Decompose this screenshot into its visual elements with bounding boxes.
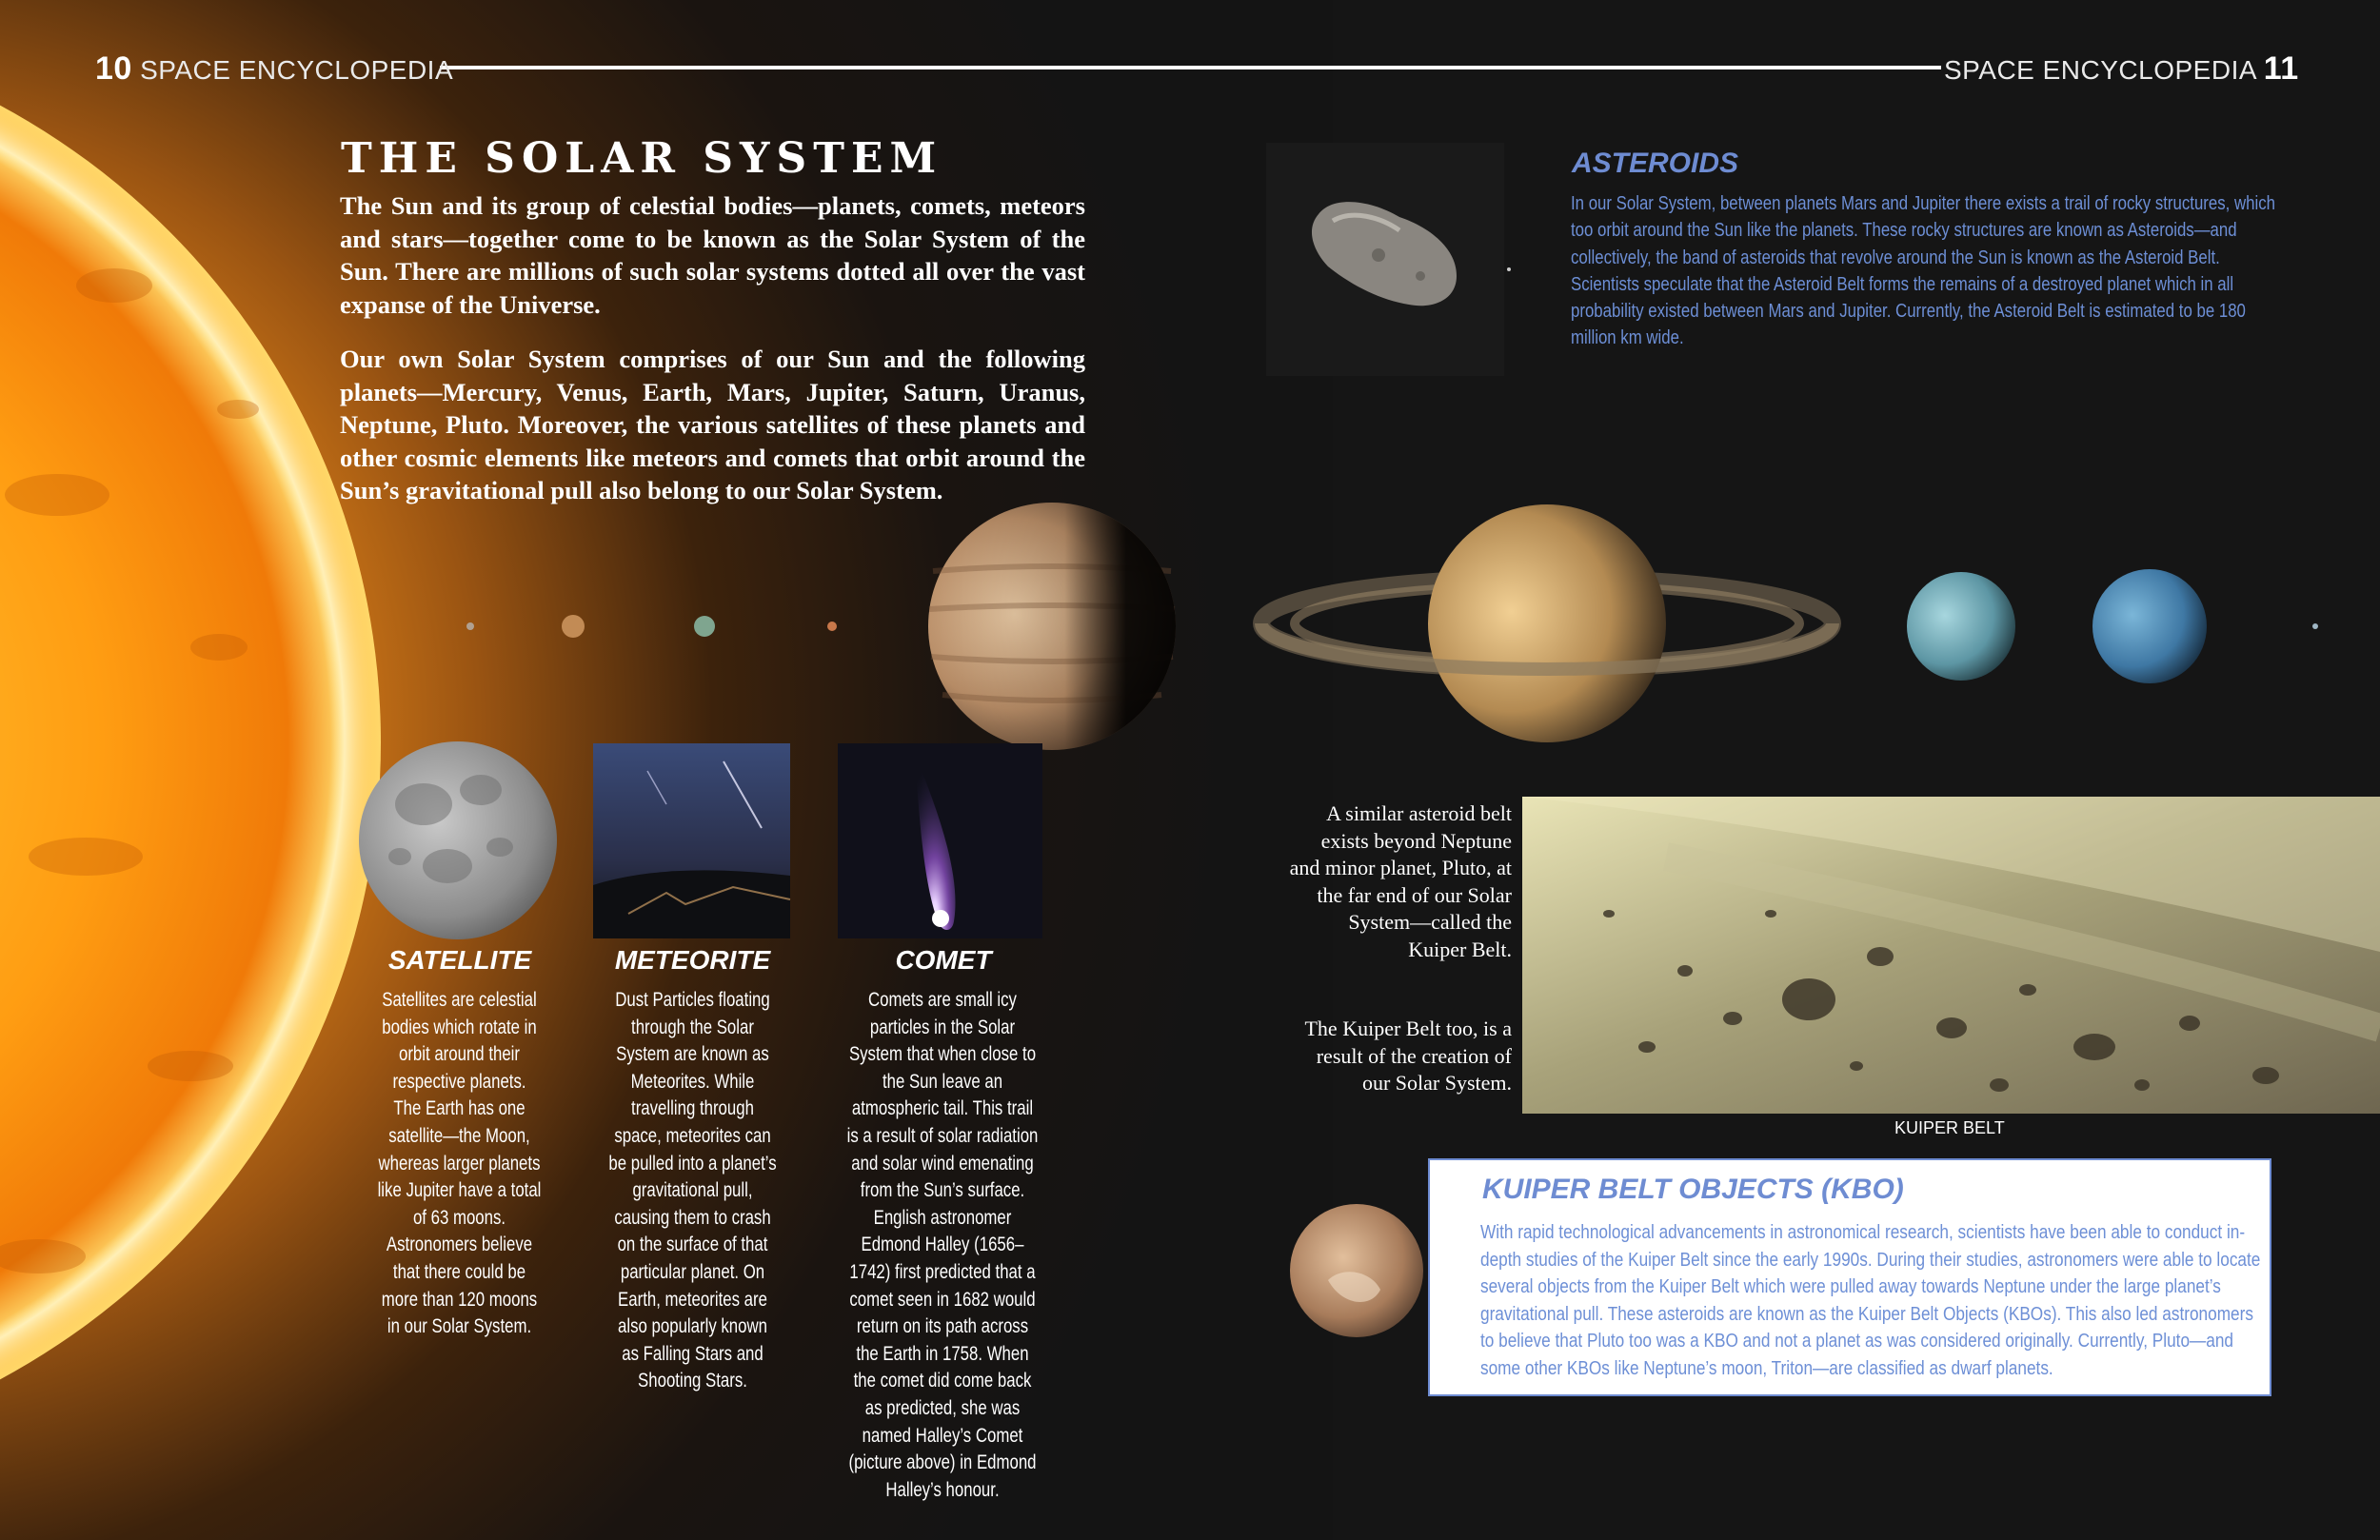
intro-paragraph-2: Our own Solar System comprises of our Sun and the following planets—Mercury, Venus, Earth, Mars, Jupiter, Saturn, Uranus, Neptune, Pluto. Moreover, the various satellites of these planets and other cosmic elements like meteors and comets that orbit around the Sun’s gravitational pull also belong to our Solar System. <box>340 345 1085 504</box>
comet-photo <box>838 743 1042 938</box>
asteroids-paragraph-2: Scientists speculate that the Asteroid Belt forms the remains of a destroyed planet which in all probability existed between Mars and Jupiter. Currently, the Asteroid Belt is estimated to be 180 million km wide. <box>1571 272 2246 349</box>
kbo-heading: KUIPER BELT OBJECTS (KBO) <box>1482 1174 1904 1205</box>
kuiper-belt-text-1: A similar asteroid belt exists beyond Neptune and minor planet, Pluto, at the far end of our Solar System—called the Kuiper Belt. <box>1289 801 1512 961</box>
comet-title: COMET <box>895 945 992 975</box>
meteorite-photo <box>593 743 790 938</box>
kbo-info-box <box>1428 1158 2271 1396</box>
asteroids-paragraph-1: In our Solar System, between planets Mars and Jupiter there exists a trail of rocky structures, which too orbit around the Sun like the planets. These rocky structures are known as Asteroids—and collectively, the band of asteroids that revolve around the Sun is known as the Asteroid Belt. <box>1571 192 2275 268</box>
asteroid-photo <box>1266 143 1511 376</box>
kbo-text-wrapper <box>1480 1219 2266 1382</box>
satellite-title: SATELLITE <box>387 945 532 975</box>
left-page-number: 10 <box>95 50 132 87</box>
right-page-header <box>1944 50 2299 88</box>
satellite-text: Satellites are celestial bodies which rotate in orbit around their respective planets. The Earth has one satellite—the Moon, whereas larger planets like Jupiter have a total of 63 moons. Astronomers believe that there could be more than 120 moons in our Solar System. <box>377 989 542 1338</box>
pluto-photo <box>1290 1204 1423 1337</box>
page-title: THE SOLAR SYSTEM <box>341 134 943 183</box>
kuiper-belt-text-2: The Kuiper Belt too, is a result of the creation of our Solar System. <box>1304 1017 1512 1095</box>
meteorite-title: METEORITE <box>614 945 771 975</box>
kbo-text: With rapid technological advancements in astronomical research, scientists have been able to conduct in-depth studies of the Kuiper Belt since the early 1990s. During their studies, astronomers were able to locate several objects from the Kuiper Belt which were pulled away towards Neptune under the large planet’s gravitational pull. These asteroids are known as the Kuiper Belt Objects (KBOs). This also led astronomers to believe that Pluto too was a KBO and not a planet as was considered originally. Currently, Pluto—and some other KBOs like Neptune’s moon, Triton—are classified as dwarf planets. <box>1480 1221 2261 1379</box>
intro-paragraph-1: The Sun and its group of celestial bodies—planets, comets, meteors and stars—together come to be known as the Solar System of the Sun. There are millions of such solar systems dotted all over the vast expanse of the Universe. <box>340 191 1085 319</box>
asteroids-heading: ASTEROIDS <box>1572 148 1739 179</box>
kuiper-belt-photo <box>1522 797 2380 1114</box>
right-page-number: 11 <box>2263 50 2299 87</box>
left-page-header <box>95 50 453 88</box>
asteroids-text <box>1571 190 2275 352</box>
right-running-title: SPACE ENCYCLOPEDIA <box>1944 55 2256 85</box>
jupiter-illustration <box>928 503 1176 750</box>
moon-photo <box>359 741 557 939</box>
comet-text: Comets are small icy particles in the Solar System that when close to the Sun leave an atmospheric tail. This trail is a result of solar radiation and solar wind emenating from the Sun’s surface. English astronomer Edmond Halley (1656–1742) first predicted that a comet seen in 1682 would return on its path across the Earth in 1758. When the comet did come back as predicted, she was named Halley’s Comet (picture above) in Edmond Halley’s honour. <box>846 989 1039 1501</box>
kuiper-belt-caption: KUIPER BELT <box>1894 1118 2005 1137</box>
meteorite-text: Dust Particles floating through the Solar System are known as Meteorites. While travelling through space, meteorites can be pulled into a planet’s gravitational pull, causing them to crash on the surface of that particular planet. On Earth, meteorites are also popularly known as Falling Stars and Shooting Stars. <box>608 989 777 1392</box>
left-running-title: SPACE ENCYCLOPEDIA <box>140 55 454 85</box>
